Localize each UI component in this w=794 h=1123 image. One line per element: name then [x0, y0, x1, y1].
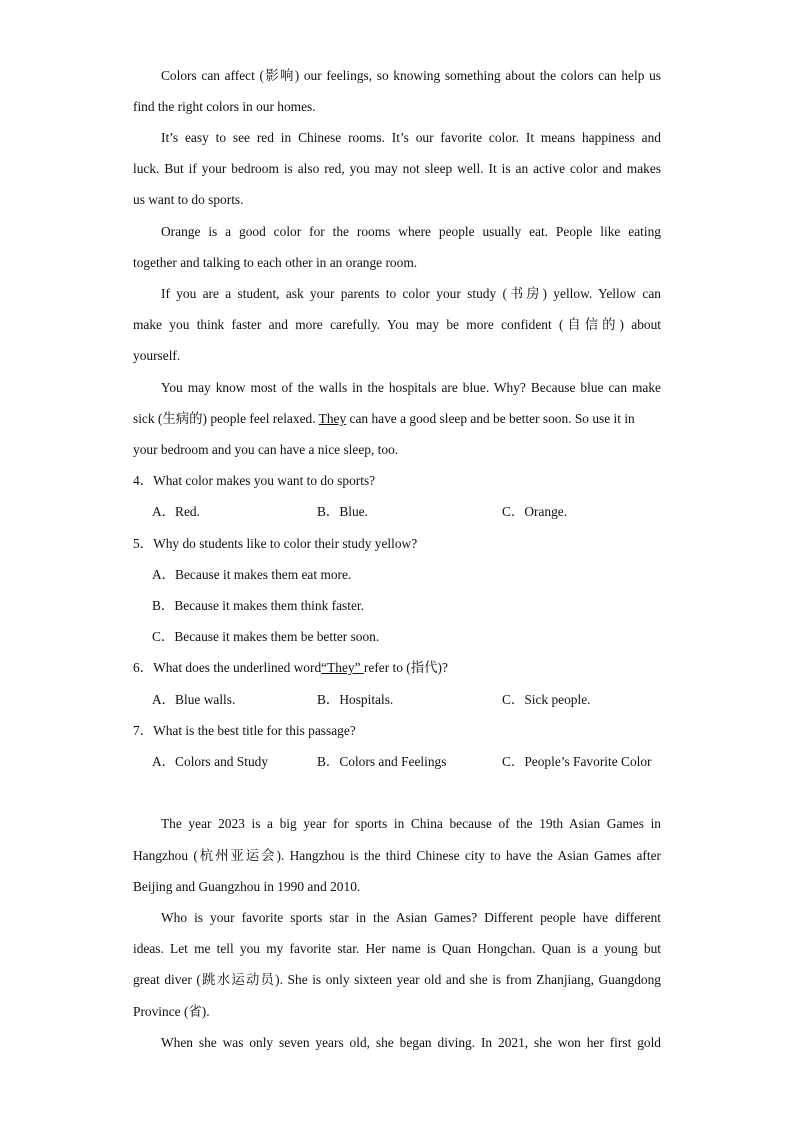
question-4-option-c: C．Orange.: [502, 504, 568, 519]
passage1-p4-line3: yourself.: [133, 348, 181, 363]
passage1-p4-line1: If you are a student, ask your parents to color your study (书房) yellow. Yellow can: [161, 286, 661, 301]
passage2-p2-line4: Province (省).: [133, 1004, 210, 1019]
passage1-p5-line2-pre: sick (生病的) people feel relaxed.: [133, 411, 319, 426]
question-7-option-c: C．People’s Favorite Color: [502, 754, 652, 769]
passage1-p3-line2: together and talking to each other in an orange room.: [133, 255, 418, 270]
passage2-p2-line1: Who is your favorite sports star in the Asian Games? Different people have different: [161, 910, 661, 925]
passage1-p2-line1: It’s easy to see red in Chinese rooms. It’s our favorite color. It means happiness and: [161, 130, 661, 145]
question-4-option-b: B．Blue.: [317, 504, 368, 519]
question-6-option-b: B．Hospitals.: [317, 692, 394, 707]
question-4-stem: 4．What color makes you want to do sports?: [133, 473, 376, 488]
question-5-stem: 5．Why do students like to color their study yellow?: [133, 536, 418, 551]
passage1-p5-line1: You may know most of the walls in the hospitals are blue. Why? Because blue can make: [161, 380, 661, 395]
passage1-p2-line2: luck. But if your bedroom is also red, you may not sleep well. It is an active color and makes: [133, 161, 661, 176]
question-7-option-b: B．Colors and Feelings: [317, 754, 447, 769]
underlined-word-they: They: [318, 411, 347, 426]
passage1-p1-line2: find the right colors in our homes.: [133, 99, 316, 114]
question-6-option-a: A．Blue walls.: [152, 692, 236, 707]
question-7-stem: 7．What is the best title for this passage?: [133, 723, 356, 738]
question-6-stem: [133, 658, 661, 678]
question-6-stem-pre: 6．What does the underlined word: [133, 660, 322, 675]
passage1-p5-line2-post: can have a good sleep and be better soon. So use it in: [346, 411, 635, 426]
passage1-p4-line2: make you think faster and more carefully. You may be more confident (自信的) about: [133, 317, 661, 332]
question-6-option-c: C．Sick people.: [502, 692, 591, 707]
passage2-p3-line1: When she was only seven years old, she began diving. In 2021, she won her first gold: [161, 1035, 661, 1050]
question-4-option-a: A．Red.: [152, 504, 200, 519]
question-6-stem-post: refer to (指代)?: [363, 660, 448, 675]
question-7-option-a: A．Colors and Study: [152, 754, 269, 769]
question-5-option-b: B．Because it makes them think faster.: [152, 598, 364, 613]
question-5-option-a: A．Because it makes them eat more.: [152, 567, 352, 582]
passage2-p1-line1: The year 2023 is a big year for sports in China because of the 19th Asian Games in: [161, 816, 661, 831]
passage2-p1-line2: Hangzhou (杭州亚运会). Hangzhou is the third Chinese city to have the Asian Games after: [133, 848, 661, 863]
passage1-p3-line1: Orange is a good color for the rooms where people usually eat. People like eating: [161, 224, 661, 239]
passage2-p2-line2: ideas. Let me tell you my favorite star. Her name is Quan Hongchan. Quan is a young but: [133, 941, 661, 956]
passage1-p5-line3: your bedroom and you can have a nice sleep, too.: [133, 442, 399, 457]
passage1-p5-line2: [133, 409, 661, 429]
question-6-underlined-they: “They”: [321, 660, 364, 675]
passage1-p2-line3: us want to do sports.: [133, 192, 244, 207]
passage1-p1-line1: Colors can affect (影响) our feelings, so knowing something about the colors can help us: [161, 68, 661, 83]
passage2-p1-line3: Beijing and Guangzhou in 1990 and 2010.: [133, 879, 361, 894]
passage2-p2-line3: great diver (跳水运动员). She is only sixteen year old and she is from Zhanjiang, Guangdong: [133, 972, 661, 987]
question-5-option-c: C．Because it makes them be better soon.: [152, 629, 380, 644]
